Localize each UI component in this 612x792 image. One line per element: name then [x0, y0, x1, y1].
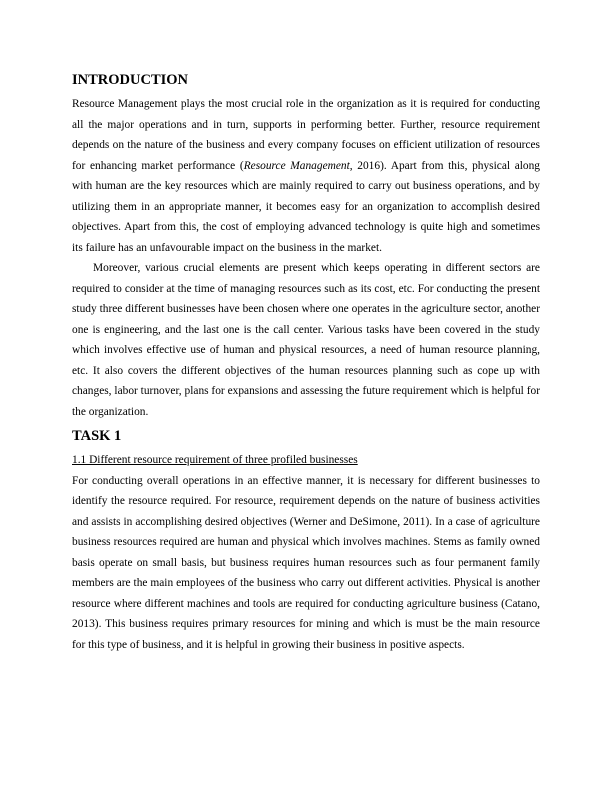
document-page — [72, 70, 540, 655]
introduction-heading: INTRODUCTION — [72, 72, 189, 88]
task1-subheading: 1.1 Different resource requirement of three profiled businesses — [72, 454, 358, 466]
introduction-paragraph-1 — [72, 94, 540, 258]
intro-p1-text-end: , 2016). Apart from this, physical along with human are the key resources which are mainly required to carry out business operations, and by utilizing them in an appropriate manner, it becomes easy for an organization to accomplish desired objectives. Apart from this, the cost of employing advanced technology is quite high and sometimes its failure has an unfavourable impact on the business in the market. — [72, 159, 541, 254]
introduction-paragraph-2: Moreover, various crucial elements are present which keeps operating in different sectors are required to consider at the time of managing resources such as its cost, etc. For conducting the present study three different businesses have been chosen where one operates in the agriculture sector, another one is engineering, and the last one is the call center. Various tasks have been covered in the study which involves effective use of human and physical resources, a need of human resource planning, etc. It also covers the different objectives of the human resources planning such as cope up with changes, labor turnover, plans for expansions and assessing the future requirement which is helpful for the organization. — [72, 262, 540, 418]
intro-p1-citation-italic: Resource Management — [243, 159, 350, 172]
intro-p1-text-start: Resource Management plays the most crucial role in the organization as it is required for conducting all the major operations and in turn, supports in performing better. Further, resource requirement depends on the nature of the business and every company focuses on efficient utilization of resources for enhancing market performance ( — [72, 98, 540, 172]
task1-paragraph-1: For conducting overall operations in an effective manner, it is necessary for different businesses to identify the resource required. For resource, requirement depends on the nature of business activities and assists in accomplishing desired objectives (Werner and DeSimone, 2011). In a case of agriculture business resources required are human and physical which involves machines. Stems as family owned basis operate on small basis, but business requires human resources such as four permanent family members are the main employees of the business who carry out different activities. Physical is another resource where different machines and tools are required for conducting agriculture business (Catano, 2013). This business requires primary resources for mining and which is must be the main resource for this type of business, and it is helpful in growing their business in positive aspects. — [72, 474, 540, 651]
task1-heading: TASK 1 — [72, 428, 122, 444]
